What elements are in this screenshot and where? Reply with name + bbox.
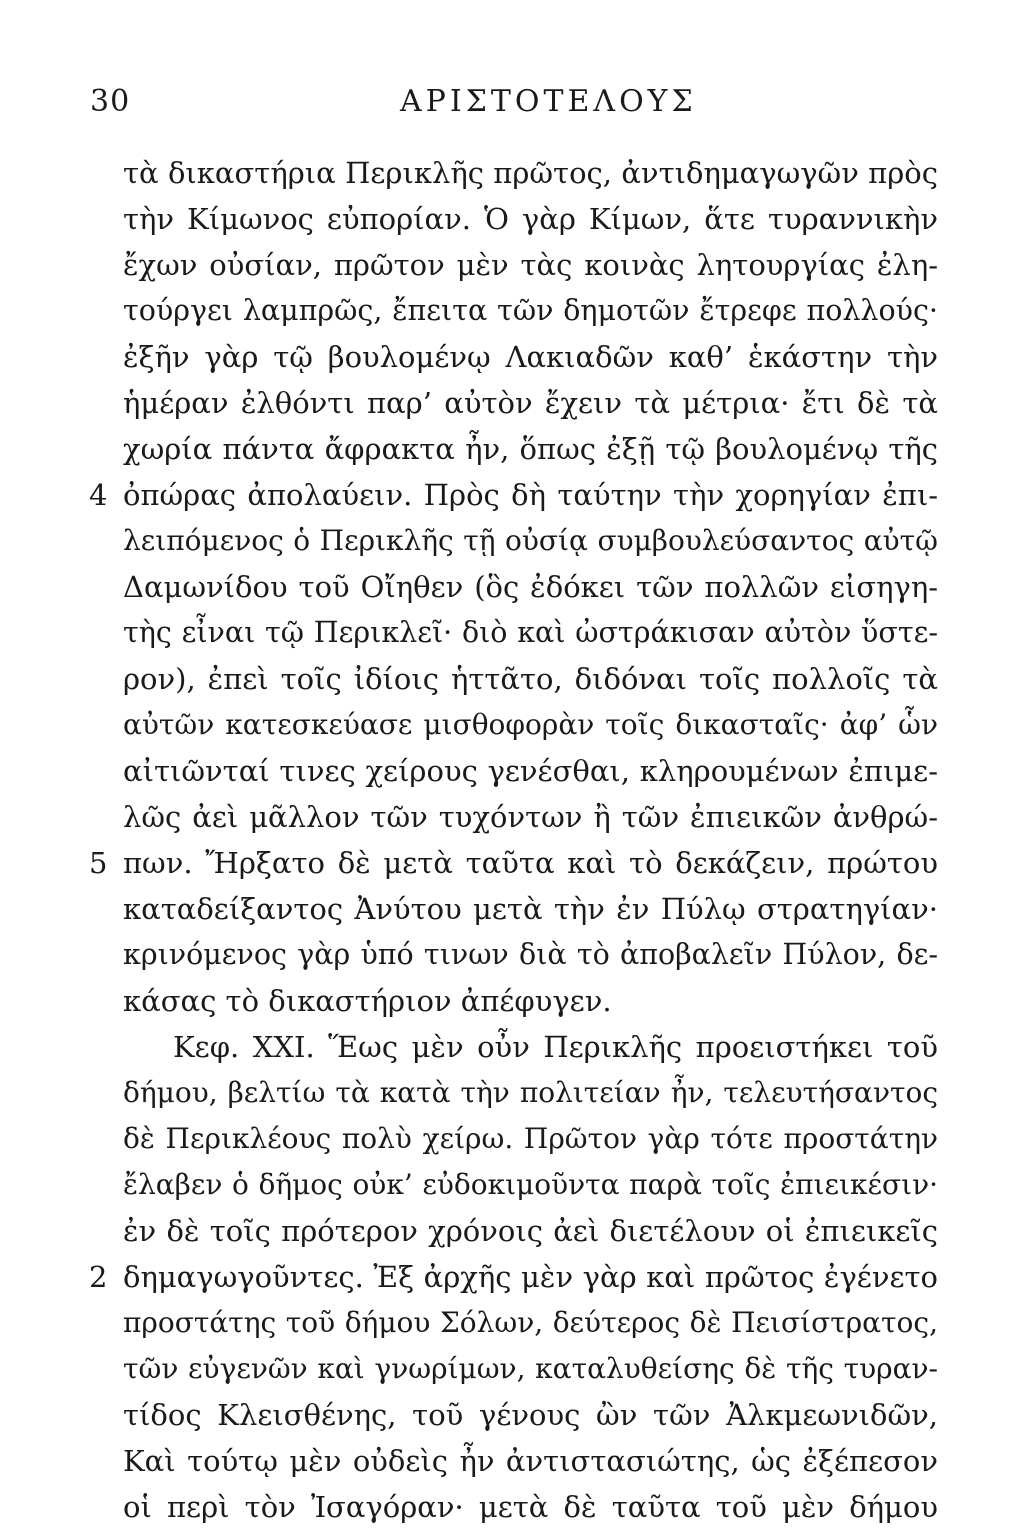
text-line: [85, 1030, 945, 1076]
text-line: [85, 1122, 945, 1168]
margin-section-number: 5: [89, 846, 108, 880]
text-line: [85, 478, 945, 524]
text-line: [85, 662, 945, 708]
line-text: κάσας τὸ δικαστήριον ἀπέφυγεν.: [123, 984, 612, 1018]
text-line: [85, 938, 945, 984]
running-title: ΑΡΙΣΤΟΤΕΛΟΥΣ: [400, 84, 697, 119]
text-line: [85, 1444, 945, 1490]
line-text: προστάτης τοῦ δήμου Σόλων, δεύτερος δὲ Πεισίστρατος,: [123, 1306, 938, 1339]
line-text: κρινόμενος γὰρ ὑπό τινων διὰ τὸ ἀποβαλεῖν Πύλον, δε-: [123, 938, 938, 971]
text-line: [85, 386, 945, 432]
text-line: [85, 846, 945, 892]
line-text: τίδος Κλεισθένης, τοῦ γένους ὢν τῶν Ἀλκμεωνιδῶν,: [123, 1398, 938, 1432]
line-text: ἔλαβεν ὁ δῆμος οὐκ’ εὐδοκιμοῦντα παρὰ τοῖς ἐπιεικέσιν·: [123, 1168, 938, 1201]
text-line: [85, 156, 945, 202]
text-line: [85, 1490, 945, 1536]
text-line: [85, 1260, 945, 1306]
line-text: λῶς ἀεὶ μᾶλλον τῶν τυχόντων ἢ τῶν ἐπιεικῶν ἀνθρώ-: [123, 800, 938, 834]
line-text: Κεφ. XXI. Ἕως μὲν οὖν Περικλῆς προειστήκει τοῦ: [173, 1030, 938, 1064]
text-line: [85, 1214, 945, 1260]
text-line: [85, 202, 945, 248]
line-text: δὲ Περικλέους πολὺ χείρω. Πρῶτον γὰρ τότε προστάτην: [123, 1122, 938, 1155]
line-text: ἔχων οὐσίαν, πρῶτον μὲν τὰς κοινὰς λητουργίας ἐλη-: [123, 248, 938, 282]
line-text: Καὶ τούτῳ μὲν οὐδεὶς ἦν ἀντιστασιώτης, ὡς ἐξέπεσον: [123, 1444, 938, 1478]
text-line: [85, 248, 945, 294]
running-head: [90, 84, 950, 124]
line-text: δημαγωγοῦντες. Ἐξ ἀρχῆς μὲν γὰρ καὶ πρῶτος ἐγένετο: [123, 1260, 938, 1294]
margin-section-number: 4: [89, 478, 108, 512]
line-text: καταδείξαντος Ἀνύτου μετὰ τὴν ἐν Πύλῳ στρατηγίαν·: [123, 892, 938, 926]
text-line: [85, 616, 945, 662]
line-text: δήμου, βελτίω τὰ κατὰ τὴν πολιτείαν ἦν, τελευτήσαντος: [123, 1076, 938, 1109]
text-line: [85, 800, 945, 846]
line-text: αὐτῶν κατεσκεύασε μισθοφορὰν τοῖς δικασταῖς· ἀφ’ ὧν: [123, 708, 938, 741]
line-text: τὴν Κίμωνος εὐπορίαν. Ὁ γὰρ Κίμων, ἅτε τυραννικὴν: [123, 202, 938, 236]
line-text: ἐν δὲ τοῖς πρότερον χρόνοις ἀεὶ διετέλουν οἱ ἐπιεικεῖς: [123, 1214, 938, 1248]
text-line: [85, 1352, 945, 1398]
line-text: χωρία πάντα ἄφρακτα ἦν, ὅπως ἐξῇ τῷ βουλομένῳ τῆς: [123, 432, 938, 466]
text-line: [85, 524, 945, 570]
text-body: [85, 156, 945, 1536]
text-line: [85, 340, 945, 386]
page-number: 30: [90, 84, 131, 119]
text-line: [85, 1076, 945, 1122]
line-text: ρον), ἐπεὶ τοῖς ἰδίοις ἡττᾶτο, διδόναι τοῖς πολλοῖς τὰ: [123, 662, 938, 696]
text-line: [85, 1398, 945, 1444]
line-text: τῶν εὐγενῶν καὶ γνωρίμων, καταλυθείσης δὲ τῆς τυραν-: [123, 1352, 938, 1385]
text-line: [85, 294, 945, 340]
text-line: [85, 984, 945, 1030]
text-line: [85, 432, 945, 478]
line-text: Δαμωνίδου τοῦ Οἴηθεν (ὃς ἐδόκει τῶν πολλῶν εἰσηγη-: [123, 570, 938, 604]
margin-section-number: 2: [89, 1260, 108, 1294]
line-text: πων. Ἤρξατο δὲ μετὰ ταῦτα καὶ τὸ δεκάζειν, πρώτου: [123, 846, 938, 880]
line-text: ἡμέραν ἐλθόντι παρ’ αὐτὸν ἔχειν τὰ μέτρια· ἔτι δὲ τὰ: [123, 386, 938, 420]
line-text: τούργει λαμπρῶς, ἔπειτα τῶν δημοτῶν ἔτρεφε πολλούς·: [123, 294, 938, 327]
line-text: τὰ δικαστήρια Περικλῆς πρῶτος, ἀντιδημαγωγῶν πρὸς: [123, 156, 938, 190]
text-line: [85, 708, 945, 754]
text-line: [85, 1306, 945, 1352]
line-text: αἰτιῶνταί τινες χείρους γενέσθαι, κληρουμένων ἐπιμε-: [123, 754, 938, 788]
text-line: [85, 1168, 945, 1214]
text-line: [85, 754, 945, 800]
text-line: [85, 570, 945, 616]
line-text: ὀπώρας ἀπολαύειν. Πρὸς δὴ ταύτην τὴν χορηγίαν ἐπι-: [123, 478, 938, 512]
line-text: τὴς εἶναι τῷ Περικλεῖ· διὸ καὶ ὠστράκισαν αὐτὸν ὕστε-: [123, 616, 938, 649]
line-text: ἐξῆν γὰρ τῷ βουλομένῳ Λακιαδῶν καθ’ ἑκάστην τὴν: [123, 340, 938, 374]
line-text: λειπόμενος ὁ Περικλῆς τῇ οὐσίᾳ συμβουλεύσαντος αὐτῷ: [123, 524, 938, 557]
line-text: οἱ περὶ τὸν Ἰσαγόραν· μετὰ δὲ ταῦτα τοῦ μὲν δήμου: [123, 1490, 938, 1524]
text-line: [85, 892, 945, 938]
